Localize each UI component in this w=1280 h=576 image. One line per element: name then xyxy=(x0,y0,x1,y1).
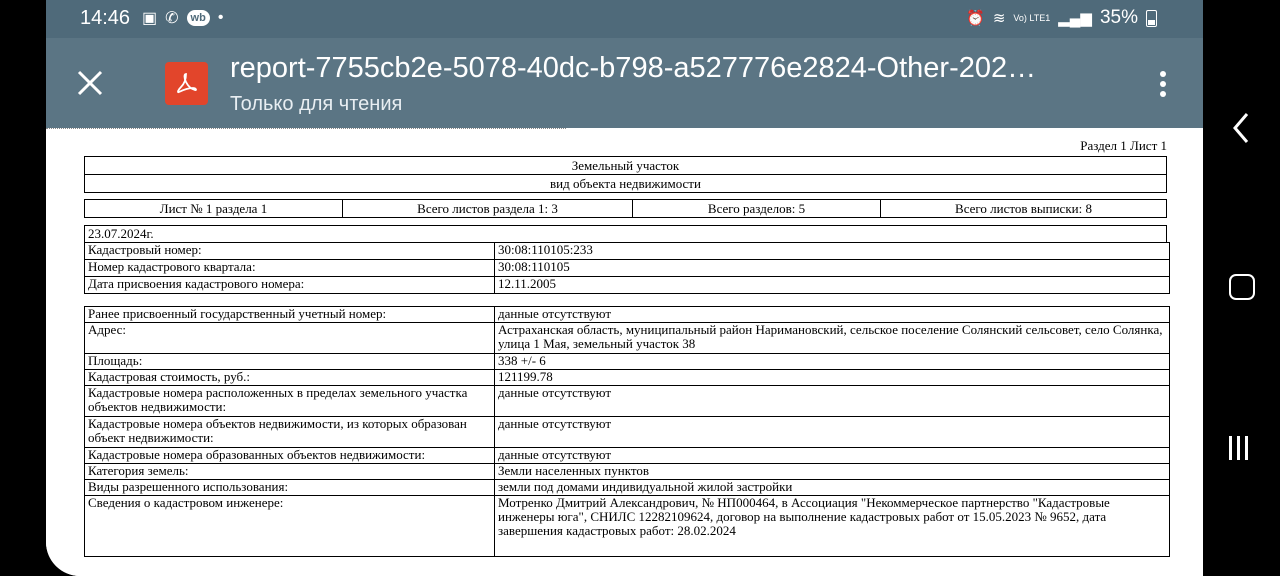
read-only-label: Только для чтения xyxy=(230,93,403,115)
document-page xyxy=(46,128,1203,576)
object-subtitle: вид объекта недвижимости xyxy=(84,174,1167,193)
table-row: Кадастровые номера образованных объектов недвижимости: данные отсутствуют xyxy=(85,448,1170,464)
pdf-viewer-app xyxy=(46,0,1203,576)
more-vert-icon xyxy=(1160,71,1166,77)
table-row: Адрес: Астраханская область, муниципальный район Наримановский, сельское поселение Солянский сельсовет, село Солянка, улица 1 Мая, земельный участок 38 xyxy=(85,323,1170,354)
viewer-header xyxy=(46,38,1203,128)
recent-apps-button[interactable] xyxy=(1229,436,1255,462)
table-row: Виды разрешенного использования: земли под домами индивидуальной жилой застройки xyxy=(85,480,1170,496)
pdf-file-icon xyxy=(165,62,208,105)
table-row: Кадастровые номера объектов недвижимости, из которых образован объект недвижимости: данные отсутствуют xyxy=(85,417,1170,448)
cadastral-table-a xyxy=(84,242,1170,294)
status-time: 14:46 xyxy=(80,7,131,29)
table-row: Кадастровый номер: 30:08:110105:233 xyxy=(85,243,1170,260)
wb-badge-icon: wb xyxy=(187,10,210,26)
call-icon: ✆ xyxy=(165,10,179,27)
alarm-icon: ⏰ xyxy=(966,10,985,27)
more-options-button[interactable] xyxy=(1151,68,1175,102)
battery-icon xyxy=(1146,10,1157,27)
table-row: Дата присвоения кадастрового номера: 12.11.2005 xyxy=(85,277,1170,294)
notification-icons xyxy=(142,8,223,28)
battery-percent: 35% xyxy=(1099,7,1138,28)
gallery-icon: ▣ xyxy=(142,10,158,27)
table-row: Номер кадастрового квартала: 30:08:110105 xyxy=(85,260,1170,277)
extract-date: 23.07.2024г. xyxy=(84,225,1167,243)
home-button[interactable] xyxy=(1229,274,1255,300)
meta-sheet: Лист № 1 раздела 1 xyxy=(84,199,343,218)
chevron-left-icon xyxy=(1227,108,1257,148)
back-button[interactable] xyxy=(1227,108,1257,148)
table-row: Категория земель: Земли населенных пунктов xyxy=(85,464,1170,480)
meta-total-sheets: Всего листов выписки: 8 xyxy=(880,199,1167,218)
system-icons xyxy=(966,7,1157,29)
meta-sheets-in-section: Всего листов раздела 1: 3 xyxy=(342,199,633,218)
close-icon xyxy=(77,70,103,96)
lte-label: Vo) LTE1 xyxy=(1013,12,1051,23)
cut-off-line xyxy=(46,128,566,132)
table-row: Ранее присвоенный государственный учетный номер: данные отсутствуют xyxy=(85,307,1170,323)
meta-total-sections: Всего разделов: 5 xyxy=(632,199,881,218)
table-row: Кадастровая стоимость, руб.: 121199.78 xyxy=(85,370,1170,386)
table-row: Кадастровые номера расположенных в пределах земельного участка объектов недвижимости: данные отсутствуют xyxy=(85,386,1170,417)
table-row: Площадь: 338 +/- 6 xyxy=(85,354,1170,370)
file-name: report-7755cb2e-5078-40dc-b798-a527776e2824-Other-202… xyxy=(230,52,1037,84)
wifi-icon: ≋ xyxy=(992,10,1006,27)
dot-icon: • xyxy=(217,9,224,26)
section-label: Раздел 1 Лист 1 xyxy=(1080,138,1167,153)
close-button[interactable] xyxy=(72,66,108,102)
signal-icon: ▂▄▆ xyxy=(1058,10,1092,27)
object-title: Земельный участок xyxy=(84,156,1167,175)
cadastral-table-b xyxy=(84,306,1170,557)
status-bar xyxy=(46,0,1203,38)
system-nav-bar xyxy=(1203,0,1280,576)
table-row: Сведения о кадастровом инженере: Мотренко Дмитрий Александрович, № НП000464, в Ассоциация "Некоммерческое партнерство "Кадастровые инженеры юга", СНИЛС 12282109624, договор на выполнение кадастровых работ от 15.05.2023 № 9652, дата завершения кадастровых работ: 28.02.2024 xyxy=(85,496,1170,557)
